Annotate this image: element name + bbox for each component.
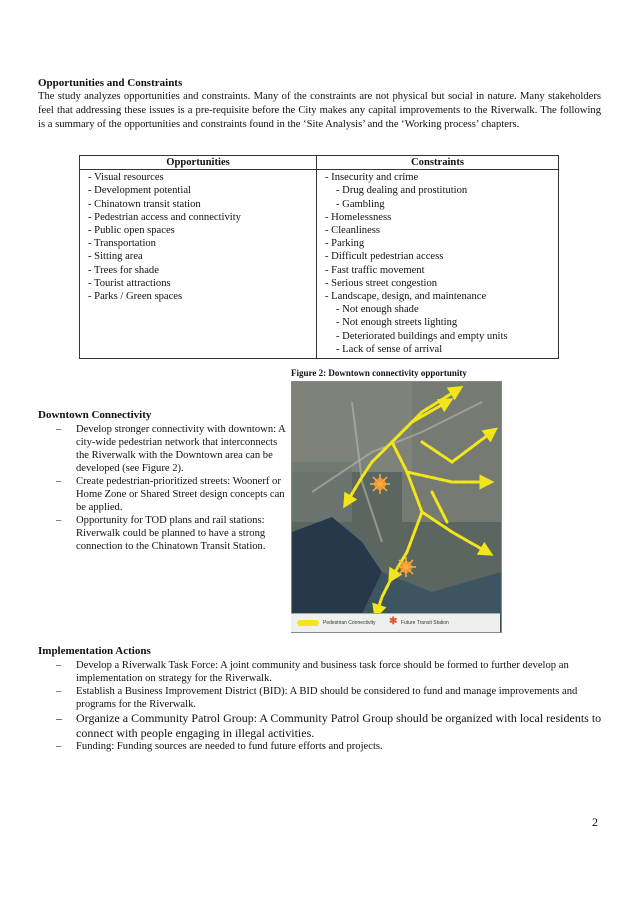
opportunity-item: - Development potential [88,185,191,197]
intro-paragraph: The study analyzes opportunities and constraints. Many of the constraints are not physical but social in nature. Many stakeholders feel that addressing these issues is a pre-requisite before the City makes any capital improvements to the Riverwalk. The following is a summary of the opportunities and constraints found in the ‘Site Analysis’ and the ‘Working process’ chapters. [38,91,601,130]
map-legend [291,613,500,632]
legend-transit-label: Future Transit Station [401,620,449,626]
dash-bullet: – [56,660,62,671]
constraint-item: - Fast traffic movement [325,264,425,276]
opportunity-item: - Transportation [88,238,156,250]
section-heading-downtown: Downtown Connectivity [38,409,152,421]
future-transit-station-star-1 [370,474,390,494]
pedestrian-connectivity-legend-swatch [297,620,319,626]
opportunity-item: - Visual resources [88,172,164,184]
constraint-item: - Serious street congestion [325,277,438,289]
dash-bullet: – [56,686,62,697]
transit-star-icon: ✱ [389,616,398,627]
list-item [54,659,602,685]
opportunity-item: - Parks / Green spaces [88,291,183,303]
constraint-item: - Parking [325,238,365,250]
constraint-item: - Homelessness [325,211,392,223]
constraint-item: - Lack of sense of arrival [336,343,443,355]
table-header-constraints: Constraints [317,156,559,170]
constraint-item: - Not enough streets lighting [336,317,458,329]
constraint-item: - Landscape, design, and maintenance [325,291,487,303]
list-item [54,685,602,711]
legend-pedestrian-label: Pedestrian Connectivity [323,620,376,626]
constraints-list [325,171,554,356]
implementation-actions-list [54,659,602,753]
constraint-item: - Cleanliness [325,225,381,237]
list-item-text: Develop a Riverwalk Task Force: A joint community and business task force should be formed to further develop an implementation on strategy for the Riverwalk. [76,660,569,684]
constraint-item: - Drug dealing and prostitution [336,185,468,197]
opportunity-item: - Trees for shade [88,264,159,276]
opportunities-cell [80,170,317,359]
list-item [54,423,286,475]
section-heading-opportunities: Opportunities and Constraints [38,77,183,89]
aerial-map-graphic [292,382,501,614]
opportunities-constraints-table [79,155,559,359]
constraint-item: - Deteriorated buildings and empty units [336,330,508,342]
dash-bullet: – [56,476,62,487]
map-urban-area [292,382,412,472]
list-item-text: Opportunity for TOD plans and rail stations: Riverwalk could be planned to have a strong connection to the Chinatown Transit Station. [76,515,266,552]
opportunity-item: - Pedestrian access and connectivity [88,211,241,223]
figure-caption: Figure 2: Downtown connectivity opportunity [291,368,467,378]
opportunity-item: - Chinatown transit station [88,198,201,210]
opportunity-item: - Sitting area [88,251,143,263]
constraints-cell [317,170,559,359]
constraint-item: - Difficult pedestrian access [325,251,444,263]
section-heading-implementation: Implementation Actions [38,645,151,657]
list-item-text: Establish a Business Improvement District (BID): A BID should be considered to fund and manage improvements and programs for the Riverwalk. [76,686,578,710]
opportunity-item: - Public open spaces [88,225,175,237]
constraint-item: - Insecurity and crime [325,172,419,184]
dash-bullet: – [56,515,62,526]
list-item-text: Funding: Funding sources are needed to fund future efforts and projects. [76,741,383,752]
dash-bullet: – [56,424,62,435]
list-item [54,711,602,740]
list-item [54,475,286,514]
dash-bullet: – [56,741,62,752]
list-item [54,740,602,753]
list-item [54,514,286,553]
page-number: 2 [592,815,598,829]
constraint-item: - Not enough shade [336,304,419,316]
downtown-connectivity-map [291,381,502,633]
list-item-text: Develop stronger connectivity with downtown: A city-wide pedestrian network that interconnects the Riverwalk with the Downtown area can be developed (see Figure 2). [76,424,286,474]
list-item-text: Organize a Community Patrol Group: A Community Patrol Group should be organized with local residents to connect with people engaging in illegal activities. [76,711,602,740]
opportunity-item: - Tourist attractions [88,277,171,289]
list-item-text: Create pedestrian-prioritized streets: Woonerf or Home Zone or Shared Street design concepts can be applied. [76,476,285,513]
table-header-opportunities: Opportunities [80,156,317,170]
constraint-item: - Gambling [336,198,385,210]
future-transit-station-star-2 [396,557,416,577]
opportunities-list [88,171,312,303]
downtown-connectivity-list [54,423,286,553]
dash-bullet: – [56,711,62,725]
